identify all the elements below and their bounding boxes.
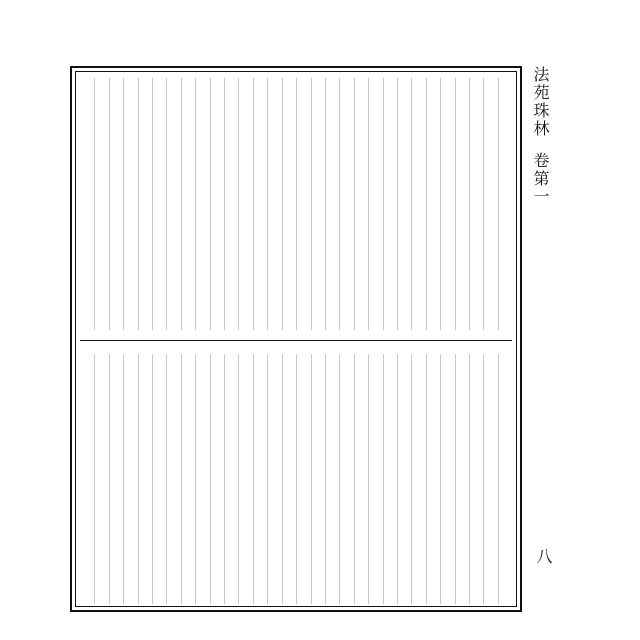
text-column bbox=[80, 78, 94, 330]
text-column bbox=[354, 78, 368, 330]
text-column bbox=[426, 78, 440, 330]
text-column bbox=[296, 354, 310, 604]
text-column bbox=[311, 354, 325, 604]
text-column bbox=[483, 78, 497, 330]
text-column bbox=[282, 78, 296, 330]
text-column bbox=[253, 354, 267, 604]
chapter-label: 卷第一 bbox=[531, 152, 550, 206]
text-column bbox=[109, 78, 123, 330]
text-column bbox=[238, 354, 252, 604]
text-column bbox=[455, 78, 469, 330]
text-column bbox=[238, 78, 252, 330]
text-column bbox=[123, 354, 137, 604]
text-column bbox=[195, 78, 209, 330]
text-column bbox=[267, 354, 281, 604]
text-column bbox=[426, 354, 440, 604]
text-column bbox=[325, 354, 339, 604]
text-column bbox=[224, 354, 238, 604]
text-column bbox=[325, 78, 339, 330]
text-column bbox=[181, 78, 195, 330]
text-column bbox=[195, 354, 209, 604]
text-column bbox=[152, 354, 166, 604]
text-column bbox=[498, 354, 512, 604]
page-frame bbox=[70, 66, 522, 612]
book-title: 法苑珠林 bbox=[531, 66, 550, 138]
text-column bbox=[210, 354, 224, 604]
text-column bbox=[411, 78, 425, 330]
text-column bbox=[94, 78, 108, 330]
text-column bbox=[339, 78, 353, 330]
text-column bbox=[411, 354, 425, 604]
text-column bbox=[368, 354, 382, 604]
text-column bbox=[253, 78, 267, 330]
text-column bbox=[210, 78, 224, 330]
text-column bbox=[296, 78, 310, 330]
text-column bbox=[123, 78, 137, 330]
text-column bbox=[166, 354, 180, 604]
upper-register bbox=[80, 78, 512, 330]
running-header bbox=[528, 66, 552, 206]
lower-register bbox=[80, 354, 512, 604]
text-column bbox=[440, 78, 454, 330]
text-column bbox=[383, 78, 397, 330]
text-column bbox=[368, 78, 382, 330]
text-column bbox=[109, 354, 123, 604]
text-column bbox=[354, 354, 368, 604]
text-column bbox=[138, 354, 152, 604]
text-column bbox=[138, 78, 152, 330]
text-column bbox=[397, 354, 411, 604]
text-column bbox=[383, 354, 397, 604]
text-column bbox=[440, 354, 454, 604]
text-column bbox=[397, 78, 411, 330]
text-column bbox=[455, 354, 469, 604]
text-column bbox=[80, 354, 94, 604]
text-column bbox=[166, 78, 180, 330]
text-column bbox=[94, 354, 108, 604]
text-column bbox=[152, 78, 166, 330]
text-column bbox=[469, 354, 483, 604]
text-column bbox=[469, 78, 483, 330]
text-column bbox=[181, 354, 195, 604]
text-column bbox=[267, 78, 281, 330]
text-column bbox=[311, 78, 325, 330]
text-column bbox=[282, 354, 296, 604]
text-column bbox=[224, 78, 238, 330]
register-divider bbox=[80, 340, 512, 341]
text-column bbox=[483, 354, 497, 604]
page-number: 八 bbox=[534, 548, 553, 564]
text-column bbox=[339, 354, 353, 604]
text-column bbox=[498, 78, 512, 330]
